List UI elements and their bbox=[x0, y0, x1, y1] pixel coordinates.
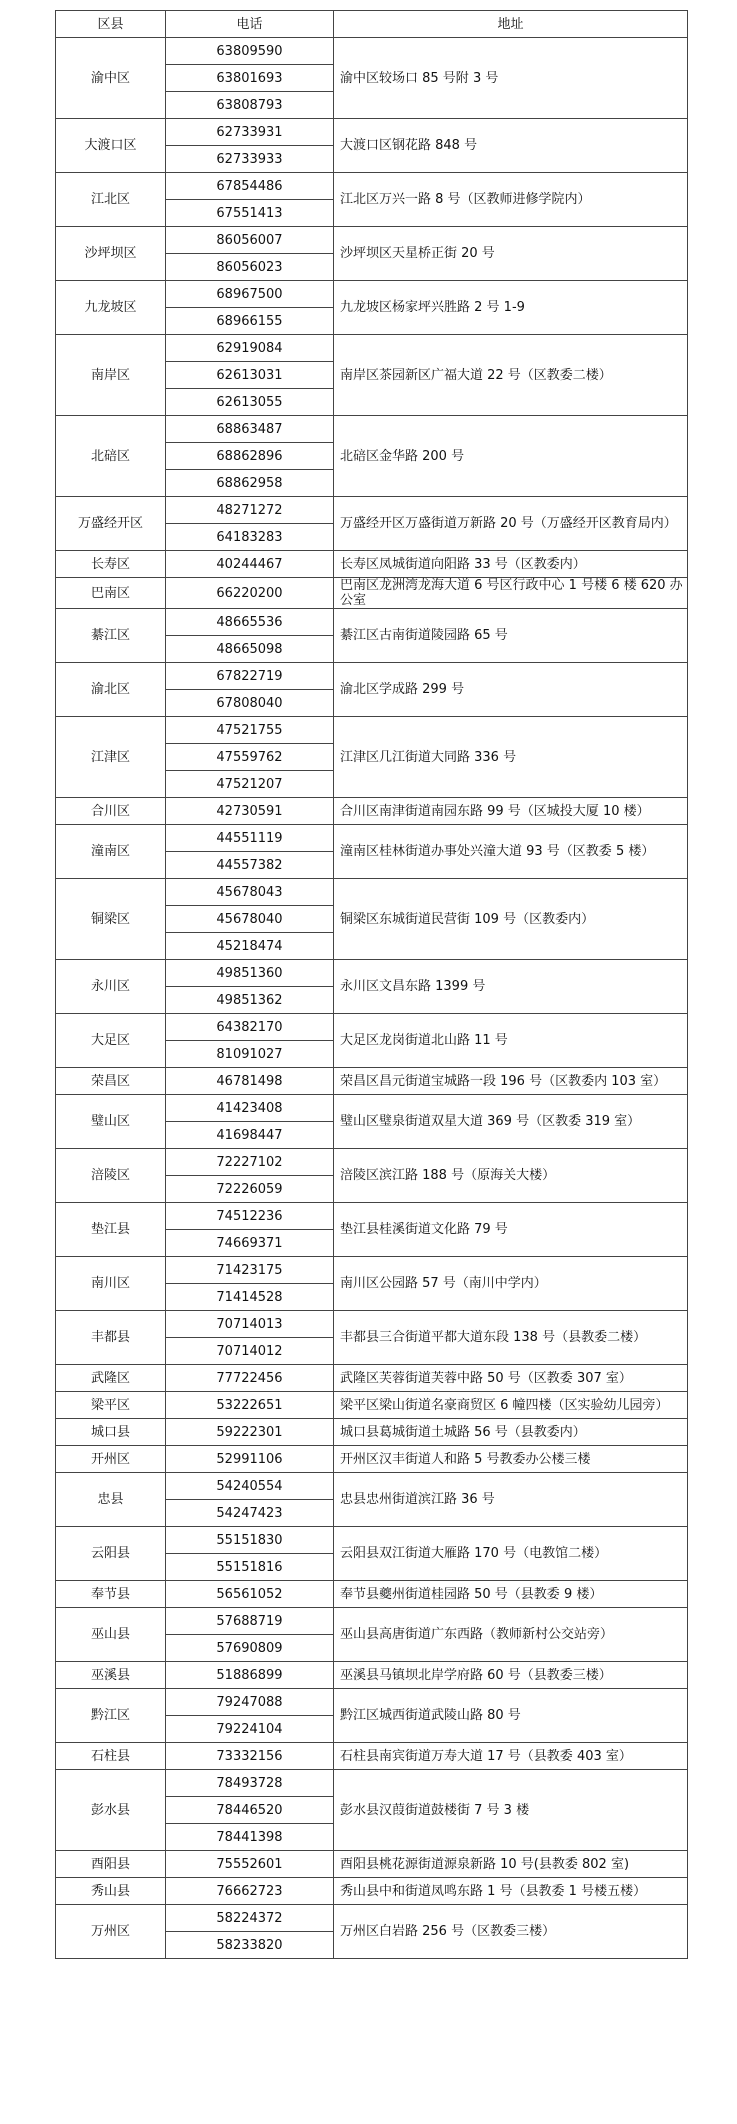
address-cell: 城口县葛城街道土城路 56 号（县教委内） bbox=[334, 1419, 688, 1446]
phone-cell: 58224372 bbox=[166, 1905, 334, 1932]
table-row bbox=[56, 1851, 688, 1878]
phone-cell: 45678043 bbox=[166, 879, 334, 906]
district-cell: 南川区 bbox=[56, 1257, 166, 1311]
address-cell: 九龙坡区杨家坪兴胜路 2 号 1-9 bbox=[334, 281, 688, 335]
district-cell: 合川区 bbox=[56, 798, 166, 825]
phone-cell: 72227102 bbox=[166, 1149, 334, 1176]
district-cell: 黔江区 bbox=[56, 1689, 166, 1743]
phone-cell: 66220200 bbox=[166, 578, 334, 609]
address-cell: 巴南区龙洲湾龙海大道 6 号区行政中心 1 号楼 6 楼 620 办公室 bbox=[334, 578, 688, 609]
address-cell: 万盛经开区万盛街道万新路 20 号（万盛经开区教育局内） bbox=[334, 497, 688, 551]
address-cell: 石柱县南宾街道万寿大道 17 号（县教委 403 室） bbox=[334, 1743, 688, 1770]
table-row bbox=[56, 551, 688, 578]
phone-cell: 44557382 bbox=[166, 852, 334, 879]
phone-cell: 68862958 bbox=[166, 470, 334, 497]
district-cell: 秀山县 bbox=[56, 1878, 166, 1905]
address-cell: 奉节县夔州街道桂园路 50 号（县教委 9 楼） bbox=[334, 1581, 688, 1608]
phone-cell: 62733931 bbox=[166, 119, 334, 146]
district-cell: 城口县 bbox=[56, 1419, 166, 1446]
district-cell: 万州区 bbox=[56, 1905, 166, 1959]
table-row bbox=[56, 578, 688, 609]
district-cell: 江北区 bbox=[56, 173, 166, 227]
address-cell: 綦江区古南街道陵园路 65 号 bbox=[334, 609, 688, 663]
phone-cell: 58233820 bbox=[166, 1932, 334, 1959]
district-cell: 涪陵区 bbox=[56, 1149, 166, 1203]
address-cell: 武隆区芙蓉街道芙蓉中路 50 号（区教委 307 室） bbox=[334, 1365, 688, 1392]
table-row bbox=[56, 1527, 688, 1554]
address-cell: 渝北区学成路 299 号 bbox=[334, 663, 688, 717]
district-cell: 巴南区 bbox=[56, 578, 166, 609]
district-cell: 彭水县 bbox=[56, 1770, 166, 1851]
address-cell: 丰都县三合街道平都大道东段 138 号（县教委二楼） bbox=[334, 1311, 688, 1365]
district-cell: 璧山区 bbox=[56, 1095, 166, 1149]
table-row bbox=[56, 1446, 688, 1473]
phone-cell: 57690809 bbox=[166, 1635, 334, 1662]
district-cell: 潼南区 bbox=[56, 825, 166, 879]
header-row bbox=[56, 11, 688, 38]
table-row bbox=[56, 1608, 688, 1635]
phone-cell: 62613031 bbox=[166, 362, 334, 389]
phone-cell: 75552601 bbox=[166, 1851, 334, 1878]
phone-cell: 71414528 bbox=[166, 1284, 334, 1311]
phone-cell: 74512236 bbox=[166, 1203, 334, 1230]
address-cell: 合川区南津街道南园东路 99 号（区城投大厦 10 楼） bbox=[334, 798, 688, 825]
address-cell: 璧山区璧泉街道双星大道 369 号（区教委 319 室） bbox=[334, 1095, 688, 1149]
table-row bbox=[56, 227, 688, 254]
table-row bbox=[56, 1365, 688, 1392]
table-row bbox=[56, 497, 688, 524]
district-cell: 沙坪坝区 bbox=[56, 227, 166, 281]
district-cell: 南岸区 bbox=[56, 335, 166, 416]
phone-cell: 54240554 bbox=[166, 1473, 334, 1500]
phone-cell: 47559762 bbox=[166, 744, 334, 771]
phone-cell: 55151816 bbox=[166, 1554, 334, 1581]
phone-cell: 86056007 bbox=[166, 227, 334, 254]
phone-cell: 62919084 bbox=[166, 335, 334, 362]
district-cell: 江津区 bbox=[56, 717, 166, 798]
phone-cell: 68966155 bbox=[166, 308, 334, 335]
phone-cell: 41698447 bbox=[166, 1122, 334, 1149]
address-cell: 大渡口区钢花路 848 号 bbox=[334, 119, 688, 173]
district-cell: 九龙坡区 bbox=[56, 281, 166, 335]
district-cell: 渝北区 bbox=[56, 663, 166, 717]
phone-cell: 51886899 bbox=[166, 1662, 334, 1689]
district-cell: 永川区 bbox=[56, 960, 166, 1014]
table-row bbox=[56, 609, 688, 636]
district-cell: 铜梁区 bbox=[56, 879, 166, 960]
table-body bbox=[56, 38, 688, 1959]
district-cell: 北碚区 bbox=[56, 416, 166, 497]
address-cell: 潼南区桂林街道办事处兴潼大道 93 号（区教委 5 楼） bbox=[334, 825, 688, 879]
phone-cell: 62733933 bbox=[166, 146, 334, 173]
phone-cell: 76662723 bbox=[166, 1878, 334, 1905]
district-cell: 垫江县 bbox=[56, 1203, 166, 1257]
phone-cell: 72226059 bbox=[166, 1176, 334, 1203]
phone-cell: 48665536 bbox=[166, 609, 334, 636]
phone-cell: 57688719 bbox=[166, 1608, 334, 1635]
district-cell: 忠县 bbox=[56, 1473, 166, 1527]
address-cell: 万州区白岩路 256 号（区教委三楼） bbox=[334, 1905, 688, 1959]
phone-cell: 68863487 bbox=[166, 416, 334, 443]
table-row bbox=[56, 1149, 688, 1176]
phone-cell: 78493728 bbox=[166, 1770, 334, 1797]
phone-cell: 45678040 bbox=[166, 906, 334, 933]
phone-cell: 44551119 bbox=[166, 825, 334, 852]
phone-cell: 71423175 bbox=[166, 1257, 334, 1284]
phone-cell: 55151830 bbox=[166, 1527, 334, 1554]
address-cell: 垫江县桂溪街道文化路 79 号 bbox=[334, 1203, 688, 1257]
address-cell: 荣昌区昌元街道宝城路一段 196 号（区教委内 103 室） bbox=[334, 1068, 688, 1095]
district-cell: 开州区 bbox=[56, 1446, 166, 1473]
address-cell: 江津区几江街道大同路 336 号 bbox=[334, 717, 688, 798]
phone-cell: 47521207 bbox=[166, 771, 334, 798]
table-row bbox=[56, 416, 688, 443]
table-row bbox=[56, 825, 688, 852]
phone-cell: 62613055 bbox=[166, 389, 334, 416]
address-cell: 渝中区较场口 85 号附 3 号 bbox=[334, 38, 688, 119]
address-cell: 南川区公园路 57 号（南川中学内） bbox=[334, 1257, 688, 1311]
phone-cell: 74669371 bbox=[166, 1230, 334, 1257]
phone-cell: 67551413 bbox=[166, 200, 334, 227]
phone-cell: 67854486 bbox=[166, 173, 334, 200]
district-cell: 巫山县 bbox=[56, 1608, 166, 1662]
district-cell: 云阳县 bbox=[56, 1527, 166, 1581]
table-row bbox=[56, 38, 688, 65]
phone-cell: 79224104 bbox=[166, 1716, 334, 1743]
table-row bbox=[56, 335, 688, 362]
address-cell: 黔江区城西街道武陵山路 80 号 bbox=[334, 1689, 688, 1743]
header-phone: 电话 bbox=[166, 11, 334, 38]
phone-cell: 46781498 bbox=[166, 1068, 334, 1095]
phone-cell: 40244467 bbox=[166, 551, 334, 578]
district-cell: 奉节县 bbox=[56, 1581, 166, 1608]
table-row bbox=[56, 1419, 688, 1446]
phone-cell: 52991106 bbox=[166, 1446, 334, 1473]
phone-cell: 64183283 bbox=[166, 524, 334, 551]
phone-cell: 63808793 bbox=[166, 92, 334, 119]
district-cell: 酉阳县 bbox=[56, 1851, 166, 1878]
phone-cell: 64382170 bbox=[166, 1014, 334, 1041]
address-cell: 南岸区茶园新区广福大道 22 号（区教委二楼） bbox=[334, 335, 688, 416]
phone-cell: 54247423 bbox=[166, 1500, 334, 1527]
district-cell: 荣昌区 bbox=[56, 1068, 166, 1095]
phone-cell: 48271272 bbox=[166, 497, 334, 524]
address-cell: 江北区万兴一路 8 号（区教师进修学院内） bbox=[334, 173, 688, 227]
district-cell: 武隆区 bbox=[56, 1365, 166, 1392]
table-row bbox=[56, 1689, 688, 1716]
table-row bbox=[56, 1743, 688, 1770]
address-cell: 开州区汉丰街道人和路 5 号教委办公楼三楼 bbox=[334, 1446, 688, 1473]
table-row bbox=[56, 173, 688, 200]
table-row bbox=[56, 717, 688, 744]
table-row bbox=[56, 798, 688, 825]
district-cell: 丰都县 bbox=[56, 1311, 166, 1365]
address-cell: 梁平区梁山街道名豪商贸区 6 幢四楼（区实验幼儿园旁） bbox=[334, 1392, 688, 1419]
phone-cell: 45218474 bbox=[166, 933, 334, 960]
phone-cell: 77722456 bbox=[166, 1365, 334, 1392]
table-row bbox=[56, 1905, 688, 1932]
phone-cell: 59222301 bbox=[166, 1419, 334, 1446]
district-cell: 长寿区 bbox=[56, 551, 166, 578]
district-cell: 巫溪县 bbox=[56, 1662, 166, 1689]
contact-table bbox=[55, 10, 688, 1959]
phone-cell: 67822719 bbox=[166, 663, 334, 690]
address-cell: 长寿区凤城街道向阳路 33 号（区教委内） bbox=[334, 551, 688, 578]
table-row bbox=[56, 1068, 688, 1095]
table-row bbox=[56, 1473, 688, 1500]
phone-cell: 42730591 bbox=[166, 798, 334, 825]
phone-cell: 48665098 bbox=[166, 636, 334, 663]
address-cell: 巫溪县马镇坝北岸学府路 60 号（县教委三楼） bbox=[334, 1662, 688, 1689]
address-cell: 酉阳县桃花源街道源泉新路 10 号(县教委 802 室) bbox=[334, 1851, 688, 1878]
table-row bbox=[56, 281, 688, 308]
table-row bbox=[56, 1014, 688, 1041]
table-row bbox=[56, 1095, 688, 1122]
phone-cell: 78441398 bbox=[166, 1824, 334, 1851]
table-row bbox=[56, 1581, 688, 1608]
phone-cell: 53222651 bbox=[166, 1392, 334, 1419]
table-row bbox=[56, 879, 688, 906]
phone-cell: 67808040 bbox=[166, 690, 334, 717]
phone-cell: 47521755 bbox=[166, 717, 334, 744]
address-cell: 云阳县双江街道大雁路 170 号（电教馆二楼） bbox=[334, 1527, 688, 1581]
table-row bbox=[56, 119, 688, 146]
phone-cell: 49851360 bbox=[166, 960, 334, 987]
address-cell: 铜梁区东城街道民营街 109 号（区教委内） bbox=[334, 879, 688, 960]
district-cell: 渝中区 bbox=[56, 38, 166, 119]
address-cell: 北碚区金华路 200 号 bbox=[334, 416, 688, 497]
address-cell: 忠县忠州街道滨江路 36 号 bbox=[334, 1473, 688, 1527]
address-cell: 涪陵区滨江路 188 号（原海关大楼） bbox=[334, 1149, 688, 1203]
table-row bbox=[56, 1392, 688, 1419]
phone-cell: 73332156 bbox=[166, 1743, 334, 1770]
district-cell: 梁平区 bbox=[56, 1392, 166, 1419]
phone-cell: 56561052 bbox=[166, 1581, 334, 1608]
table-row bbox=[56, 663, 688, 690]
district-cell: 石柱县 bbox=[56, 1743, 166, 1770]
table-row bbox=[56, 1203, 688, 1230]
phone-cell: 78446520 bbox=[166, 1797, 334, 1824]
phone-cell: 68967500 bbox=[166, 281, 334, 308]
phone-cell: 63809590 bbox=[166, 38, 334, 65]
address-cell: 永川区文昌东路 1399 号 bbox=[334, 960, 688, 1014]
header-address: 地址 bbox=[334, 11, 688, 38]
phone-cell: 63801693 bbox=[166, 65, 334, 92]
phone-cell: 86056023 bbox=[166, 254, 334, 281]
address-cell: 巫山县高唐街道广东西路（教师新村公交站旁） bbox=[334, 1608, 688, 1662]
table-row bbox=[56, 1311, 688, 1338]
table-row bbox=[56, 1878, 688, 1905]
phone-cell: 70714012 bbox=[166, 1338, 334, 1365]
address-cell: 彭水县汉葭街道鼓楼街 7 号 3 楼 bbox=[334, 1770, 688, 1851]
phone-cell: 41423408 bbox=[166, 1095, 334, 1122]
district-cell: 綦江区 bbox=[56, 609, 166, 663]
phone-cell: 49851362 bbox=[166, 987, 334, 1014]
phone-cell: 81091027 bbox=[166, 1041, 334, 1068]
phone-cell: 79247088 bbox=[166, 1689, 334, 1716]
phone-cell: 70714013 bbox=[166, 1311, 334, 1338]
table-row bbox=[56, 1662, 688, 1689]
table-row bbox=[56, 1770, 688, 1797]
district-cell: 万盛经开区 bbox=[56, 497, 166, 551]
district-cell: 大渡口区 bbox=[56, 119, 166, 173]
phone-cell: 68862896 bbox=[166, 443, 334, 470]
table-row bbox=[56, 960, 688, 987]
contact-table-container bbox=[55, 10, 687, 1959]
address-cell: 大足区龙岗街道北山路 11 号 bbox=[334, 1014, 688, 1068]
address-cell: 秀山县中和街道凤鸣东路 1 号（县教委 1 号楼五楼） bbox=[334, 1878, 688, 1905]
table-row bbox=[56, 1257, 688, 1284]
address-cell: 沙坪坝区天星桥正街 20 号 bbox=[334, 227, 688, 281]
header-district: 区县 bbox=[56, 11, 166, 38]
district-cell: 大足区 bbox=[56, 1014, 166, 1068]
